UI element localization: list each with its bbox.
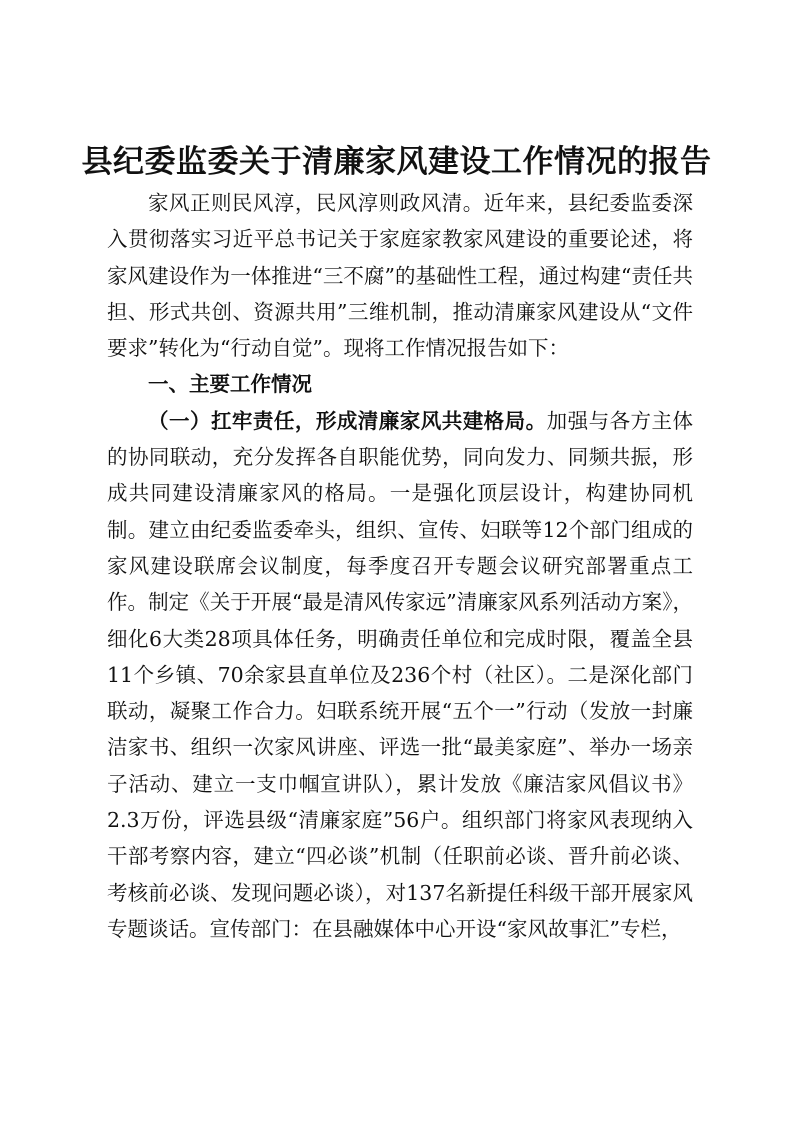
subsection-paragraph: [107, 403, 693, 947]
intro-paragraph: 家风正则民风淳，民风淳则政风清。近年来，县纪委监委深入贯彻落实习近平总书记关于家庭家教家风建设的重要论述，将家风建设作为一体推进“三不腐”的基础性工程，通过构建“责任共担、形式共创、资源共用”三维机制，推动清廉家风建设从“文件要求”转化为“行动自觉”。现将工作情况报告如下：: [107, 191, 693, 361]
subsection-body: 加强与各方主体的协同联动，充分发挥各自职能优势，同向发力、同频共振，形成共同建设清廉家风的格局。一是强化顶层设计，构建协同机制。建立由纪委监委牵头，组织、宣传、妇联等12个部门组成的家风建设联席会议制度，每季度召开专题会议研究部署重点工作。制定《关于开展“最是清风传家远”清廉家风系列活动方案》，细化6大类28项具体任务，明确责任单位和完成时限，覆盖全县11个乡镇、70余家县直单位及236个村（社区）。二是深化部门联动，凝聚工作合力。妇联系统开展“五个一”行动（发放一封廉洁家书、组织一次家风讲座、评选一批“最美家庭”、举办一场亲子活动、建立一支巾帼宣讲队），累计发放《廉洁家风倡议书》2.3万份，评选县级“清廉家庭”56户。组织部门将家风表现纳入干部考察内容，建立“四必谈”机制（任职前必谈、晋升前必谈、考核前必谈、发现问题必谈），对137名新提任科级干部开展家风专题谈话。宣传部门：在县融媒体中心开设“家风故事汇”专栏，: [107, 408, 694, 941]
document-body: [107, 185, 693, 947]
section-heading: 一、主要工作情况: [148, 372, 312, 397]
subsection-heading: （一）扛牢责任，形成清廉家风共建格局。: [148, 408, 547, 433]
document-title: 县纪委监委关于清廉家风建设工作情况的报告: [81, 144, 712, 180]
